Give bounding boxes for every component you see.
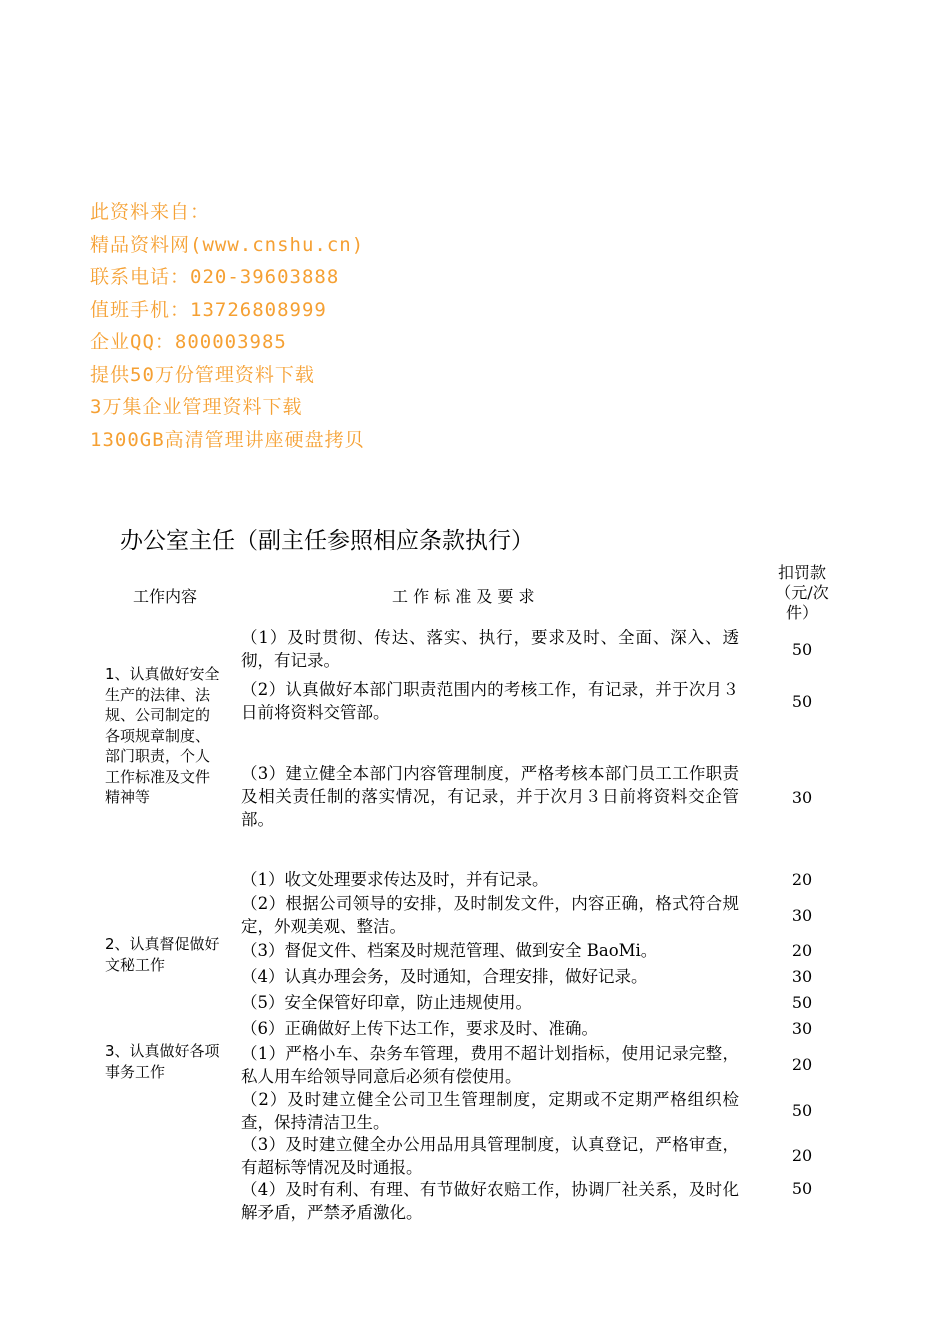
promo-line: 提供50万份管理资料下载 bbox=[90, 363, 315, 386]
promo-line: 值班手机：13726808999 bbox=[90, 298, 327, 321]
requirement-item: （6）正确做好上传下达工作，要求及时、准确。 bbox=[241, 1019, 598, 1038]
header-work-standard: 工 作 标 准 及 要 求 bbox=[392, 587, 535, 606]
requirement-item: （2）及时建立健全公司卫生管理制度，定期或不定期严格组织检查，保持清洁卫生。 bbox=[241, 1090, 739, 1132]
penalty-value: 30 bbox=[791, 967, 813, 986]
penalty-value: 50 bbox=[791, 692, 813, 711]
penalty-value: 50 bbox=[791, 1101, 813, 1120]
requirement-item: （3）及时建立健全办公用品用具管理制度，认真登记，严格审查，有超标等情况及时通报。 bbox=[241, 1135, 739, 1177]
penalty-value: 30 bbox=[791, 1019, 813, 1038]
requirement-item: （1）严格小车、杂务车管理，费用不超计划指标，使用记录完整，私人用车给领导同意后必须有偿使用。 bbox=[241, 1044, 739, 1086]
header-penalty-line: 扣罚款 bbox=[777, 563, 826, 582]
requirement-item: （4）认真办理会务，及时通知，合理安排，做好记录。 bbox=[241, 967, 648, 986]
penalty-value: 20 bbox=[791, 870, 813, 889]
promo-line: 1300GB高清管理讲座硬盘拷贝 bbox=[90, 428, 365, 451]
requirement-item: （2）认真做好本部门职责范围内的考核工作，有记录，并于次月３日前将资料交管部。 bbox=[241, 680, 739, 722]
penalty-value: 20 bbox=[791, 941, 813, 960]
requirement-item: （3）督促文件、档案及时规范管理、做到安全 BaoMi。 bbox=[241, 941, 658, 960]
category-general-affairs: 3、认真做好各项事务工作 bbox=[105, 1042, 220, 1081]
requirement-item: （3）建立健全本部门内容管理制度，严格考核本部门员工工作职责及相关责任制的落实情况，有记录，并于次月３日前将资料交企管部。 bbox=[241, 764, 739, 829]
document-title: 办公室主任（副主任参照相应条款执行） bbox=[120, 528, 534, 554]
requirement-item: （2）根据公司领导的安排，及时制发文件，内容正确，格式符合规定，外观美观、整洁。 bbox=[241, 894, 739, 936]
header-penalty-line: （元/次 bbox=[775, 583, 829, 602]
requirement-item: （1）及时贯彻、传达、落实、执行，要求及时、全面、深入、透彻，有记录。 bbox=[241, 628, 739, 670]
promo-block bbox=[90, 196, 365, 456]
category-safety-compliance: 1、认真做好安全生产的法律、法规、公司制定的各项规章制度、部门职责，个人工作标准及文件精神等 bbox=[105, 665, 220, 806]
header-penalty bbox=[760, 563, 844, 623]
category-secretarial: 2、认真督促做好文秘工作 bbox=[105, 935, 220, 974]
promo-line: 此资料来自： bbox=[90, 201, 211, 223]
penalty-value: 30 bbox=[791, 906, 813, 925]
requirement-item: （4）及时有利、有理、有节做好农赔工作，协调厂社关系，及时化解矛盾，严禁矛盾激化。 bbox=[241, 1180, 739, 1222]
requirement-item: （5）安全保管好印章，防止违规使用。 bbox=[241, 993, 532, 1012]
header-penalty-line: 件） bbox=[785, 603, 818, 622]
promo-line: 联系电话：020-39603888 bbox=[90, 266, 340, 288]
penalty-value: 20 bbox=[791, 1146, 813, 1165]
penalty-value: 50 bbox=[791, 1179, 813, 1198]
penalty-value: 50 bbox=[791, 993, 813, 1012]
penalty-value: 20 bbox=[791, 1055, 813, 1074]
promo-line: 3万集企业管理资料下载 bbox=[90, 396, 303, 418]
penalty-value: 50 bbox=[791, 640, 813, 659]
penalty-value: 30 bbox=[791, 788, 813, 807]
promo-line: 精品资料网(www.cnshu.cn) bbox=[90, 233, 365, 256]
requirement-item: （1）收文处理要求传达及时，并有记录。 bbox=[241, 870, 549, 889]
promo-line: 企业QQ：800003985 bbox=[90, 331, 287, 353]
header-work-content: 工作内容 bbox=[132, 587, 197, 606]
